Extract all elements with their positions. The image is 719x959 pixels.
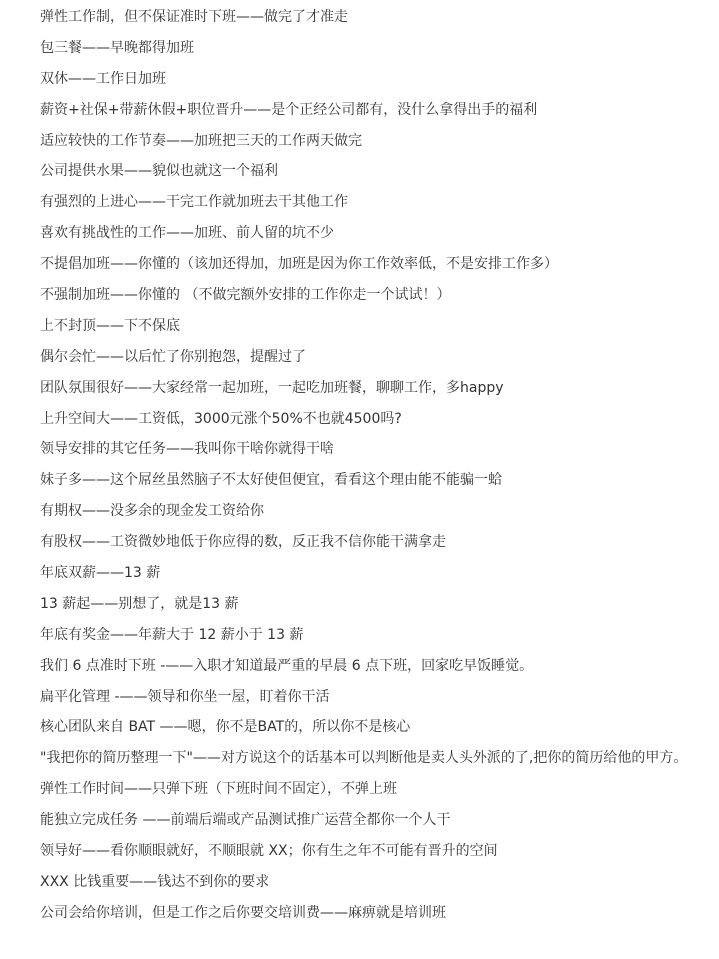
text-line: 上升空间大——工资低，3000元涨个50%不也就4500吗? — [40, 410, 402, 427]
text-line: 扁平化管理 -——领导和你坐一屋，盯着你干活 — [40, 688, 330, 705]
text-line: 妹子多——这个屌丝虽然脑子不太好使但便宜，看看这个理由能不能骗一蛤 — [40, 472, 502, 489]
text-line: 有强烈的上进心——干完工作就加班去干其他工作 — [40, 194, 348, 211]
text-line: 年底有奖金——年薪大于 12 薪小于 13 薪 — [40, 626, 304, 643]
text-line: 我们 6 点准时下班 -——入职才知道最严重的早晨 6 点下班，回家吃早饭睡觉。 — [40, 657, 534, 674]
text-line: 有期权——没多余的现金发工资给你 — [40, 503, 264, 520]
text-line: 不提倡加班——你懂的（该加还得加，加班是因为你工作效率低，不是安排工作多） — [40, 256, 558, 273]
text-line: 薪资+社保+带薪休假+职位晋升——是个正经公司都有，没什么拿得出手的福利 — [40, 101, 538, 118]
text-line: 不强制加班——你懂的 （不做完额外安排的工作你走一个试试！） — [40, 287, 451, 304]
text-line: 弹性工作制，但不保证准时下班——做完了才准走 — [40, 9, 348, 25]
text-line: 能独立完成任务 ——前端后端或产品测试推广运营全都你一个人干 — [40, 812, 451, 829]
text-line: 偶尔会忙——以后忙了你别抱怨，提醒过了 — [40, 348, 306, 365]
text-line: "我把你的简历整理一下"——对方说这个的话基本可以判断他是卖人头外派的了,把你的简历给他的甲方。 — [40, 750, 688, 767]
text-line: 领导安排的其它任务——我叫你干啥你就得干啥 — [40, 441, 334, 458]
text-line: 适应较快的工作节奏——加班把三天的工作两天做完 — [40, 132, 362, 149]
text-line: 弹性工作时间——只弹下班（下班时间不固定），不弹上班 — [40, 781, 397, 798]
text-line: 喜欢有挑战性的工作——加班、前人留的坑不少 — [40, 225, 334, 242]
text-line: 公司会给你培训，但是工作之后你要交培训费——麻痹就是培训班 — [40, 904, 446, 921]
text-line: XXX 比钱重要——钱达不到你的要求 — [40, 873, 270, 890]
text-line: 双休——工作日加班 — [40, 70, 166, 87]
text-line: 13 薪起——别想了，就是13 薪 — [40, 595, 239, 612]
text-line: 包三餐——早晚都得加班 — [40, 39, 194, 56]
text-line: 团队氛围很好——大家经常一起加班，一起吃加班餐，聊聊工作，多happy — [40, 379, 504, 396]
text-line: 领导好——看你顺眼就好，不顺眼就 XX；你有生之年不可能有晋升的空间 — [40, 843, 498, 860]
text-line: 年底双薪——13 薪 — [40, 565, 161, 582]
text-line: 上不封顶——下不保底 — [40, 317, 180, 334]
text-line: 有股权——工资微妙地低于你应得的数，反正我不信你能干满拿走 — [40, 534, 446, 551]
text-line: 公司提供水果——貌似也就这一个福利 — [40, 163, 278, 180]
text-line: 核心团队来自 BAT ——嗯，你不是BAT的，所以你不是核心 — [40, 719, 411, 736]
